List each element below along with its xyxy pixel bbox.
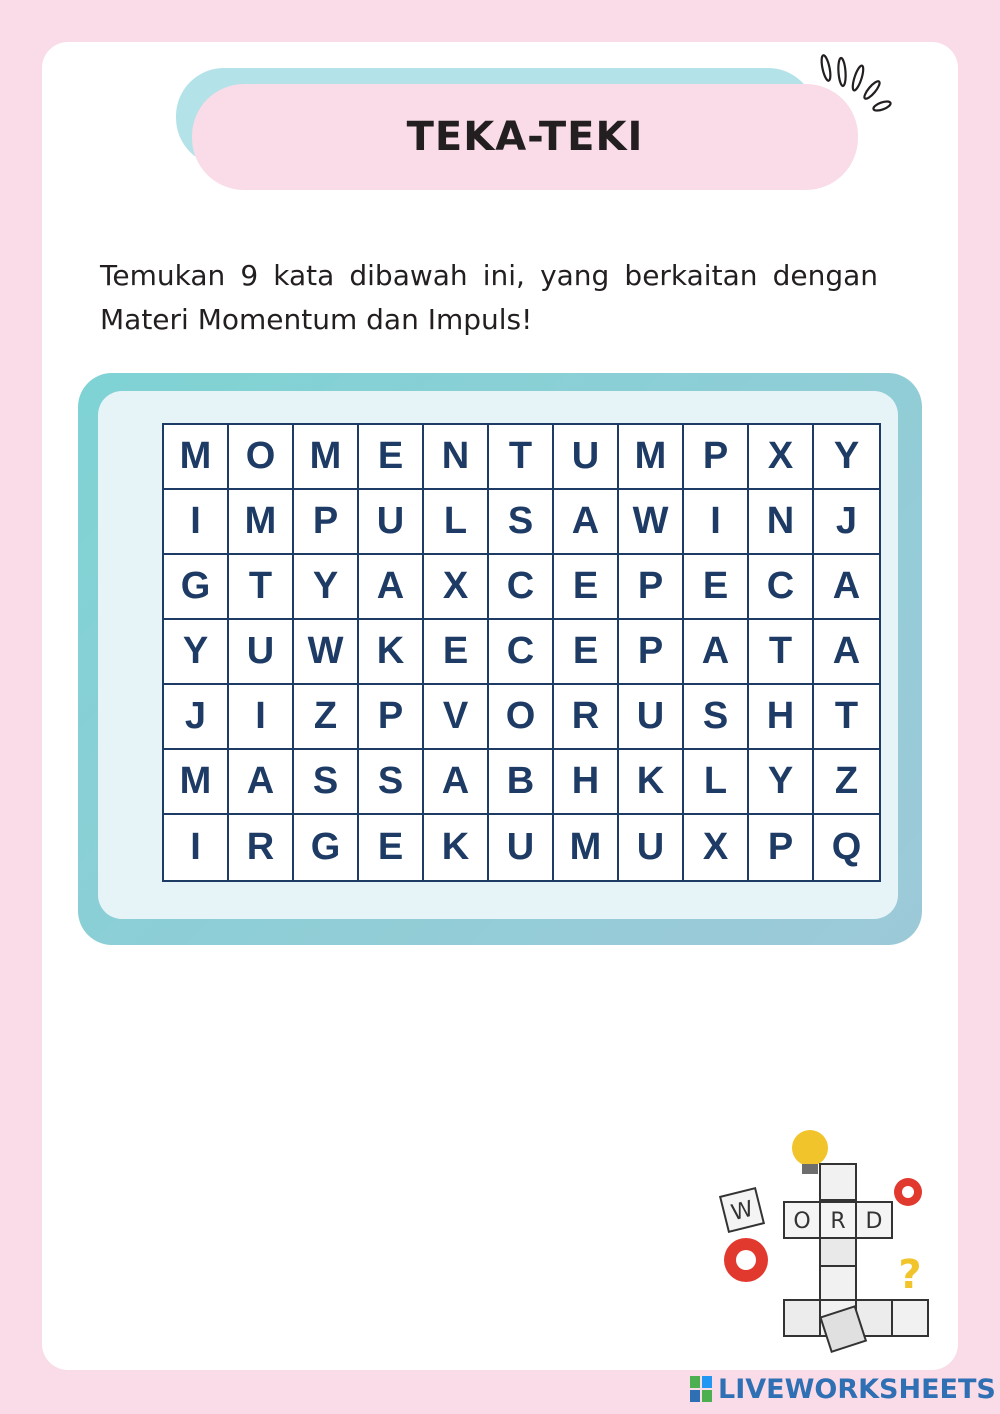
liveworksheets-brand	[690, 1372, 996, 1406]
grid-cell[interactable]: M	[164, 750, 229, 815]
sparkle-lines-icon	[818, 52, 894, 116]
grid-cell[interactable]: E	[684, 555, 749, 620]
grid-cell[interactable]: I	[684, 490, 749, 555]
grid-cell[interactable]: J	[814, 490, 879, 555]
grid-cell[interactable]: E	[424, 620, 489, 685]
instruction-text: Temukan 9 kata dibawah ini, yang berkaitan dengan Materi Momentum dan Impuls!	[100, 259, 878, 336]
word-puzzle-illustration	[710, 1120, 950, 1370]
grid-cell[interactable]: H	[749, 685, 814, 750]
grid-cell[interactable]: M	[164, 425, 229, 490]
grid-cell[interactable]: W	[619, 490, 684, 555]
grid-cell[interactable]: M	[554, 815, 619, 880]
grid-cell[interactable]: L	[684, 750, 749, 815]
grid-cell[interactable]: M	[619, 425, 684, 490]
grid-cell[interactable]: W	[294, 620, 359, 685]
grid-cell[interactable]: U	[619, 815, 684, 880]
page-title: TEKA-TEKI	[406, 114, 644, 160]
grid-cell[interactable]: A	[684, 620, 749, 685]
grid-cell[interactable]: U	[359, 490, 424, 555]
grid-cell[interactable]: G	[294, 815, 359, 880]
grid-cell[interactable]: M	[229, 490, 294, 555]
grid-cell[interactable]: A	[814, 620, 879, 685]
grid-cell[interactable]: E	[554, 555, 619, 620]
grid-cell[interactable]: U	[619, 685, 684, 750]
puzzle-board-inner	[98, 391, 898, 919]
liveworksheets-logo-icon	[690, 1376, 712, 1402]
grid-cell[interactable]: P	[294, 490, 359, 555]
grid-cell[interactable]: H	[554, 750, 619, 815]
grid-cell[interactable]: T	[814, 685, 879, 750]
grid-cell[interactable]: I	[164, 490, 229, 555]
grid-cell[interactable]: P	[619, 620, 684, 685]
grid-cell[interactable]: R	[229, 815, 294, 880]
grid-cell[interactable]: I	[164, 815, 229, 880]
grid-cell[interactable]: E	[359, 815, 424, 880]
title-banner	[192, 84, 858, 190]
grid-cell[interactable]: T	[489, 425, 554, 490]
grid-cell[interactable]: A	[359, 555, 424, 620]
grid-cell[interactable]: O	[229, 425, 294, 490]
grid-cell[interactable]: Y	[294, 555, 359, 620]
grid-cell[interactable]: P	[749, 815, 814, 880]
word-search-grid	[162, 423, 881, 882]
grid-cell[interactable]: R	[554, 685, 619, 750]
grid-cell[interactable]: L	[424, 490, 489, 555]
grid-cell[interactable]: Z	[814, 750, 879, 815]
word-tile-letter: D	[865, 1209, 883, 1234]
grid-cell[interactable]: G	[164, 555, 229, 620]
grid-cell[interactable]: T	[229, 555, 294, 620]
grid-cell[interactable]: E	[554, 620, 619, 685]
grid-cell[interactable]: K	[619, 750, 684, 815]
word-tile-letter: R	[830, 1209, 846, 1234]
grid-cell[interactable]: E	[359, 425, 424, 490]
grid-cell[interactable]: S	[359, 750, 424, 815]
grid-cell[interactable]: V	[424, 685, 489, 750]
grid-cell[interactable]: P	[684, 425, 749, 490]
grid-cell[interactable]: U	[554, 425, 619, 490]
grid-cell[interactable]: C	[489, 620, 554, 685]
grid-cell[interactable]: O	[489, 685, 554, 750]
grid-cell[interactable]: U	[229, 620, 294, 685]
grid-cell[interactable]: A	[424, 750, 489, 815]
grid-cell[interactable]: I	[229, 685, 294, 750]
grid-cell[interactable]: K	[359, 620, 424, 685]
grid-cell[interactable]: X	[424, 555, 489, 620]
brand-text: LIVEWORKSHEETS	[718, 1373, 996, 1405]
grid-cell[interactable]: A	[554, 490, 619, 555]
grid-cell[interactable]: X	[749, 425, 814, 490]
grid-cell[interactable]: Y	[164, 620, 229, 685]
grid-cell[interactable]: B	[489, 750, 554, 815]
grid-cell[interactable]: K	[424, 815, 489, 880]
grid-cell[interactable]: N	[424, 425, 489, 490]
grid-cell[interactable]: C	[489, 555, 554, 620]
grid-cell[interactable]: C	[749, 555, 814, 620]
grid-cell[interactable]: Z	[294, 685, 359, 750]
grid-cell[interactable]: Y	[749, 750, 814, 815]
grid-cell[interactable]: A	[229, 750, 294, 815]
word-tile-letter: O	[793, 1209, 811, 1234]
grid-cell[interactable]: Q	[831, 826, 862, 868]
grid-cell[interactable]: S	[294, 750, 359, 815]
puzzle-board	[78, 373, 922, 945]
grid-cell[interactable]: P	[359, 685, 424, 750]
grid-cell[interactable]: S	[684, 685, 749, 750]
grid-cell[interactable]: X	[684, 815, 749, 880]
grid-cell[interactable]: P	[619, 555, 684, 620]
question-mark-icon: ?	[898, 1252, 922, 1298]
grid-cell[interactable]: U	[489, 815, 554, 880]
grid-cell[interactable]: A	[814, 555, 879, 620]
word-tile-letter: W	[728, 1196, 756, 1227]
grid-cell[interactable]: Y	[814, 425, 879, 490]
grid-cell[interactable]: S	[489, 490, 554, 555]
grid-cell[interactable]: M	[294, 425, 359, 490]
grid-cell[interactable]: T	[749, 620, 814, 685]
grid-cell[interactable]: N	[749, 490, 814, 555]
grid-cell[interactable]: J	[164, 685, 229, 750]
